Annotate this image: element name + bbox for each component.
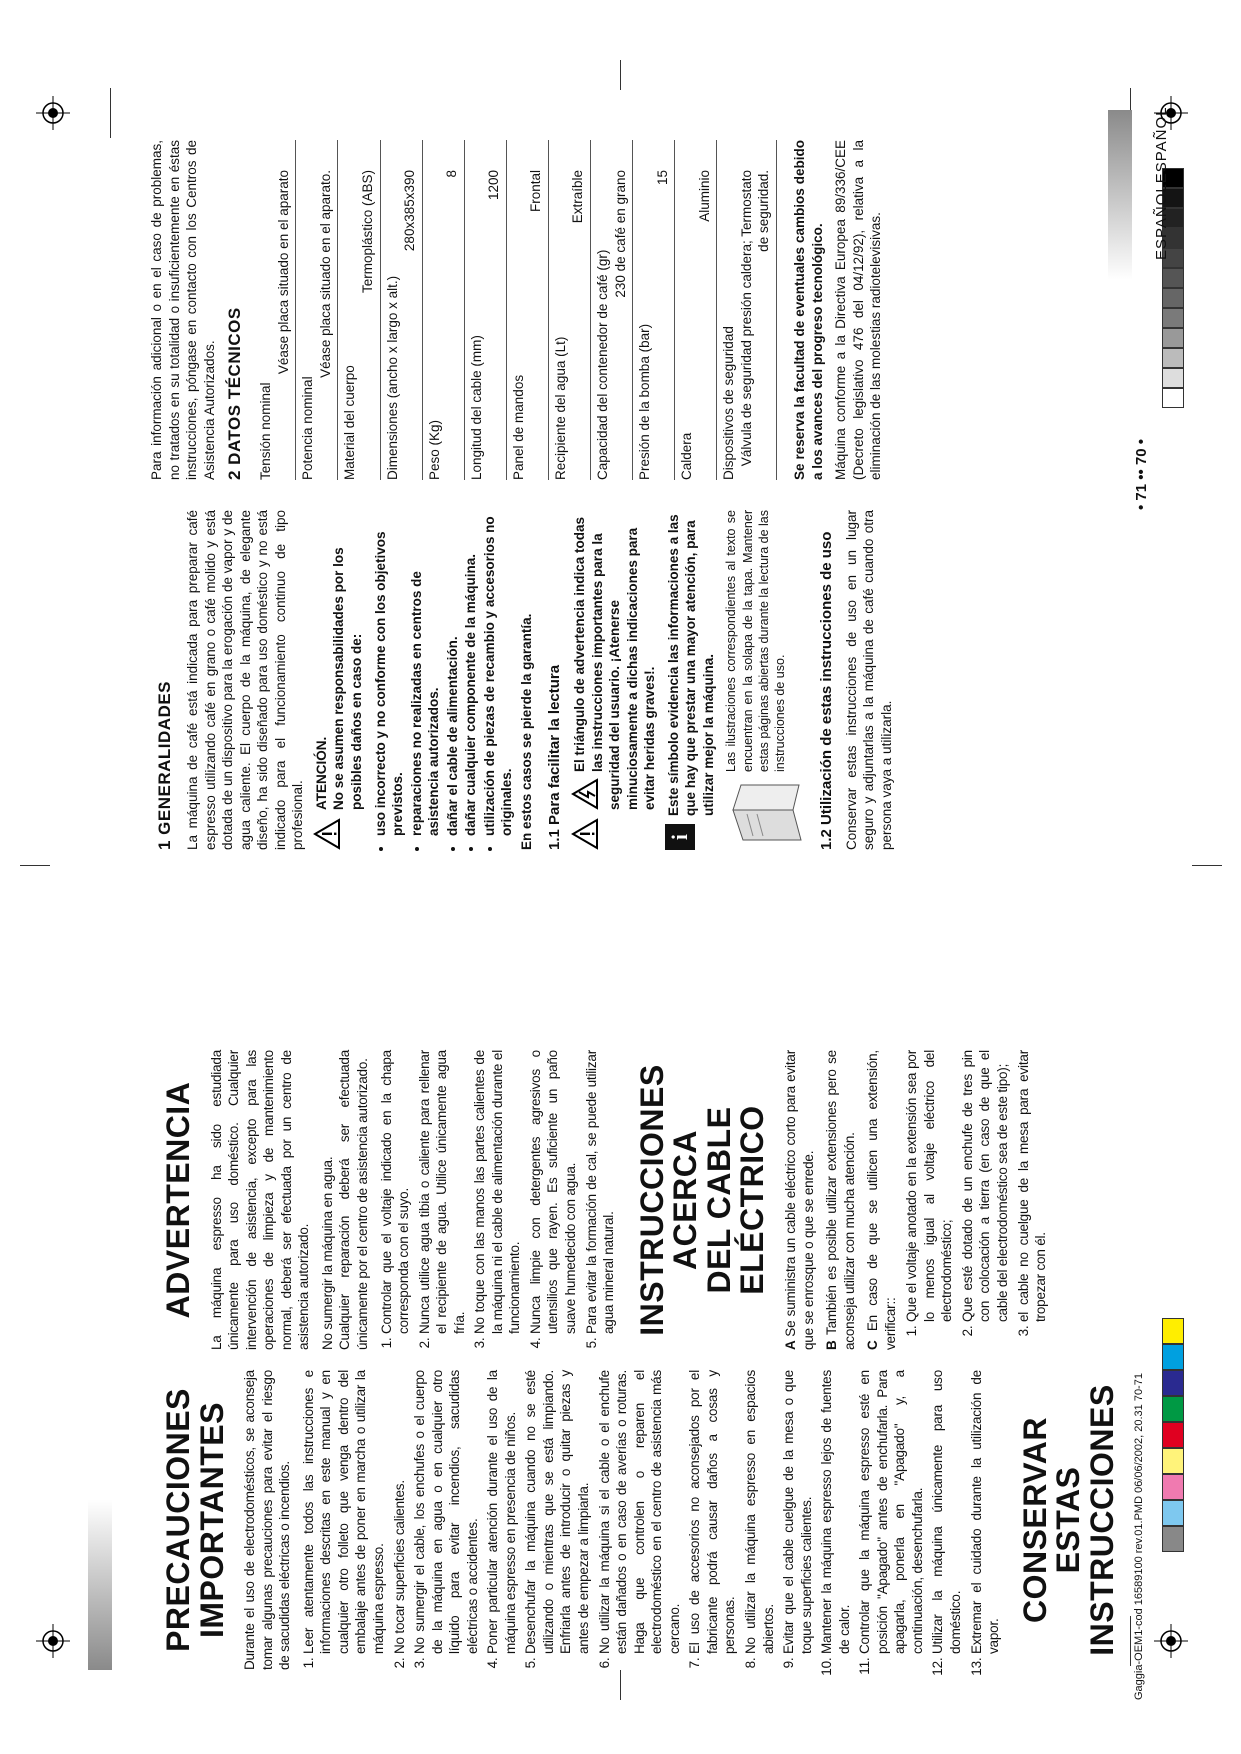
spec-row bbox=[591, 140, 633, 480]
attention-text: No se asumen responsabilidades por los posibles daños en caso de: bbox=[331, 547, 365, 810]
warning-triangle-icon bbox=[571, 818, 599, 850]
precaution-item: 9. Evitar que el cable cuelgue de la mesa o que toque superficies calientes. bbox=[780, 1370, 815, 1654]
precauciones-list bbox=[300, 1370, 1003, 1670]
warning-triangle-icon bbox=[313, 818, 341, 850]
cable-item-c: C En caso de que se utilicen una extensión, verificar:: bbox=[865, 1050, 898, 1350]
spec-row bbox=[296, 140, 338, 480]
cable-item-b: B También es posible utilizar extensiones pero se aconseja utilizar con mucha atención. bbox=[824, 1050, 857, 1350]
damage-bullet-item: • dañar cualquier componente de la máquina. bbox=[462, 510, 480, 836]
advertencia-line3: Cualquier reparación deberá ser efectuada únicamente por el centro de asistencia autorizado. bbox=[337, 1050, 370, 1350]
cable-list bbox=[903, 1050, 1049, 1350]
spec-label: Dispositivos de seguridad bbox=[721, 326, 737, 480]
precauciones-column bbox=[158, 1370, 1131, 1670]
spec-row bbox=[507, 140, 549, 480]
spec-label: Capacidad del contenedor de café (gr) bbox=[595, 249, 611, 480]
spec-label: Tensión nominal bbox=[258, 382, 274, 480]
triangle-text: El triángulo de advertencia indica todas las instrucciones importantes para la seguridad del usuario. ¡Atenerse minuciosamente a dichas indicaciones para evitar heridas graves!. bbox=[571, 516, 658, 810]
precaution-item: 8. No utilizar la máquina espresso en espacios abiertos. bbox=[742, 1370, 777, 1654]
precaution-item: 3. No sumergir el cable, los enchufes o el cuerpo de la máquina en agua o en cualquier otro líquido para evitar incendios, sacudidas eléctricas o accidentes. bbox=[411, 1370, 481, 1654]
uso-title: 1.2 Utilización de estas instrucciones de uso bbox=[818, 531, 836, 850]
spec-table bbox=[254, 140, 777, 480]
generalidades-title: 1 GENERALIDADES bbox=[155, 680, 174, 850]
spec-value: 15 bbox=[654, 170, 670, 186]
spec-value: 230 de café en grano bbox=[612, 170, 628, 298]
open-book-illustration-icon bbox=[723, 780, 803, 850]
generalidades-column bbox=[148, 510, 902, 850]
spec-label: Material del cuerpo bbox=[342, 365, 358, 480]
precaution-item: 11. Controlar que la máquina espresso esté en posición "Apagado" antes de enchufarla. Para apagarla, ponerla en "Apagado" y, a continuación, desenchufarla. bbox=[856, 1370, 926, 1654]
electric-hazard-icon bbox=[571, 778, 599, 810]
spec-row bbox=[549, 140, 591, 480]
guarantee-text: En estos casos se pierde la garantía. bbox=[518, 613, 534, 850]
spec-label: Presión de la bomba (bar) bbox=[637, 323, 653, 480]
damage-bullet-item: • reparaciones no realizadas en centros de asistencia autorizados. bbox=[408, 510, 443, 836]
precaution-item: 4. Poner particular atención durante el uso de la máquina espresso en presencia de niños. bbox=[484, 1370, 519, 1654]
precaution-item: 7. El uso de accesorios no aconsejados por el fabricante podrá causar daños a cosas y personas. bbox=[686, 1370, 739, 1654]
precaution-item: 12. Utilizar la máquina únicamente para uso doméstico. bbox=[929, 1370, 964, 1654]
uso-text: Conservar estas instrucciones de uso en un lugar seguro y adjuntarlas a la máquina de café cuando otra persona vaya a utilizarla. bbox=[843, 510, 894, 850]
lectura-title: 1.1 Para facilitar la lectura bbox=[546, 664, 564, 850]
triangle-info-block bbox=[571, 510, 659, 850]
spec-value: 1200 bbox=[486, 170, 502, 201]
spec-value: 8 bbox=[444, 170, 460, 178]
advertencia-line2: No sumergir la máquina en agua. bbox=[319, 1156, 335, 1350]
precaution-item: 1. Leer atentamente todos las instrucciones e informaciones descritas en este manual y en cualquier otro folleto que venga dentro del embalaje antes de poner en marcha o utilizar la máquina espresso. bbox=[300, 1370, 388, 1654]
attention-block bbox=[313, 510, 366, 850]
precaution-item: 13. Extremar el cuidado durante la utilización de vapor. bbox=[968, 1370, 1003, 1654]
info-text: Este símbolo evidencia las informaciones a las que hay que prestar una mayor atención, para utilizar mejor la máquina. bbox=[665, 514, 716, 816]
warning-item: 2. Nunca utilice agua tibia o caliente para rellenar el recipiente de agua. Utilice únicamente agua fría. bbox=[416, 1050, 469, 1334]
warning-item: 5. Para evitar la formación de cal, se puede utilizar agua mineral natural. bbox=[583, 1050, 618, 1334]
precauciones-title: PRECAUCIONES IMPORTANTES bbox=[160, 1388, 230, 1652]
info-icon: i bbox=[665, 824, 695, 850]
damage-bullet-item: • uso incorrecto y no conforme con los objetivos previstos. bbox=[372, 510, 407, 836]
spec-row bbox=[338, 140, 380, 480]
spec-value: Frontal bbox=[528, 170, 544, 213]
spec-label: Longitud del cable (mm) bbox=[468, 335, 484, 480]
advertencia-title: ADVERTENCIA bbox=[160, 1081, 196, 1319]
precauciones-intro: Durante el uso de electrodomésticos, se aconseja tomar algunas precauciones para evitar el riesgo de sacudidas eléctricas o incendios. bbox=[242, 1370, 293, 1670]
crop-mark bbox=[1192, 865, 1222, 866]
spec-label: Panel de mandos bbox=[510, 374, 526, 480]
header-gray-bar bbox=[88, 1500, 112, 1670]
page-numbers: • 71 •• 70 • bbox=[1133, 438, 1150, 510]
spec-row bbox=[465, 140, 507, 480]
cable-check-item: 3. el cable no cuelgue de la mesa para evitar tropezar con él. bbox=[1015, 1050, 1050, 1322]
crop-mark bbox=[20, 865, 50, 866]
spec-label: Caldera bbox=[679, 432, 695, 480]
spec-row bbox=[717, 140, 777, 480]
spec-row bbox=[423, 140, 465, 480]
spec-value: Aluminio bbox=[696, 170, 712, 222]
spec-value: Véase placa situado en el aparato. bbox=[317, 170, 333, 378]
spec-label: Recipiente del agua (Lt) bbox=[552, 336, 568, 480]
spec-label: Potencia nominal bbox=[300, 376, 316, 480]
uso-text-2: Para información adicional o en el caso de problemas, no tratados en su totalidad o insuficientemente en éstas instrucciones, póngase en contacto con los Centros de Asistencia Autorizados. bbox=[149, 140, 217, 480]
info-symbol-block bbox=[665, 510, 718, 850]
cable-title: INSTRUCCIONES ACERCA DEL CABLE ELÉCTRICO bbox=[633, 1064, 771, 1336]
spec-value: Válvula de seguridad presión caldera; Termostato de seguridad. bbox=[738, 170, 772, 467]
directive-text: Máquina conforme a la Directiva Europea 89/336/CEE (Decreto legislativo 476 del 04/12/92), relativa a la eliminación de las molestias radiotelevisivas. bbox=[833, 140, 884, 480]
precaution-item: 2. No tocar superficies calientes. bbox=[391, 1370, 409, 1654]
spec-value: Extraíble bbox=[570, 170, 586, 224]
header-gray-bar bbox=[1108, 110, 1132, 280]
spec-row bbox=[254, 140, 296, 480]
spec-label: Peso (Kg) bbox=[426, 419, 442, 480]
conservar-title: CONSERVAR ESTAS INSTRUCCIONES bbox=[1016, 1384, 1120, 1656]
spec-row bbox=[633, 140, 675, 480]
spec-row bbox=[381, 140, 423, 480]
precaution-item: 5. Desenchufar la máquina cuando no se esté utilizando o mientras que se está limpiando. Enfriarla antes de introducir o quitar piezas y antes de empezar a limpiarla. bbox=[522, 1370, 592, 1654]
precaution-item: 6. No utilizar la máquina si el cable o el enchufe están dañados o en caso de averías o roturas. Haga que controlen o reparen el electrodoméstico en el centro de asistencia más cercano. bbox=[596, 1370, 684, 1654]
damage-bullet-item: • utilización de piezas de recambio y accesorios no originales. bbox=[481, 510, 516, 836]
attention-title: ATENCIÓN. bbox=[313, 736, 329, 810]
language-header: ESPAÑOLESPAÑOL bbox=[1153, 106, 1170, 260]
generalidades-text: La máquina de café está indicada para preparar café espresso utilizando café en grano o café molido y está dotada de un dispositivo para la erogación de vapor y de agua caliente. El cuerpo de la máquina, de elegante diseño, ha sido diseñado para uso doméstico y no está indicado para el funcionamiento continuo de tipo profesional. bbox=[185, 510, 306, 850]
illustration-text: Las ilustraciones correspondientes al texto se encuentran en la solapa de la tapa. Mantener estas páginas abiertas durante la lectura de las instrucciones de uso. bbox=[724, 510, 788, 772]
spec-label: Dimensiones (ancho x largo x alt.) bbox=[384, 275, 400, 480]
warning-item: 3. No toque con las manos las partes calientes de la máquina ni el cable de alimentación durante el funcionamiento. bbox=[471, 1050, 524, 1334]
damage-bullet-item: • dañar el cable de alimentación. bbox=[444, 510, 462, 836]
rotated-page bbox=[48, 40, 1188, 1710]
advertencia-column bbox=[158, 1050, 1054, 1350]
spec-value: 280x385x390 bbox=[402, 170, 418, 252]
warning-item: 4. Nunca limpie con detergentes agresivos o utensilios que rayen. Es suficiente un paño suave humedecido con agua. bbox=[527, 1050, 580, 1334]
footer-file-info: Gaggia-OEM1-cod 16589100 rev.01.PMD 06/06/2002, 20.31 70-71 bbox=[1133, 1373, 1145, 1700]
illustration-block bbox=[723, 510, 807, 850]
advertencia-intro: La máquina espresso ha sido estudiada únicamente para uso doméstico. Cualquier intervención de asistencia, excepto para las operaciones de limpieza y de mantenimiento normal, deberá ser efectuada por un centro de asistencia autorizado. bbox=[208, 1050, 312, 1350]
reserve-text: Se reserva la facultad de eventuales cambios debido a los avances del progreso tecnológico. bbox=[791, 140, 825, 480]
datos-title: 2 DATOS TÉCNICOS bbox=[225, 307, 245, 480]
cable-item-a: A Se suministra un cable eléctrico corto para evitar que se enrosque o que se enrede. bbox=[783, 1050, 816, 1350]
cable-check-item: 1. Que el voltaje anotado en la extensión sea por lo menos igual al voltaje eléctrico del electrodoméstico; bbox=[903, 1050, 956, 1322]
spec-value: Termoplástico (ABS) bbox=[360, 170, 376, 294]
datos-column bbox=[148, 140, 891, 480]
spec-row bbox=[675, 140, 717, 480]
damage-bullet-list bbox=[372, 510, 516, 850]
warning-item: 1. Controlar que el voltaje indicado en la chapa corresponda con el suyo. bbox=[378, 1050, 413, 1334]
advertencia-list bbox=[378, 1050, 618, 1350]
cable-check-item: 2. Que esté dotado de un enchufe de tres pin con colocación a tierra (en caso de que el cable del electrodoméstico sea de este tipo); bbox=[959, 1050, 1012, 1322]
precaution-item: 10. Mantener la máquina espresso lejos de fuentes de calor. bbox=[818, 1370, 853, 1654]
spec-value: Véase placa situado en el aparato bbox=[275, 170, 291, 375]
